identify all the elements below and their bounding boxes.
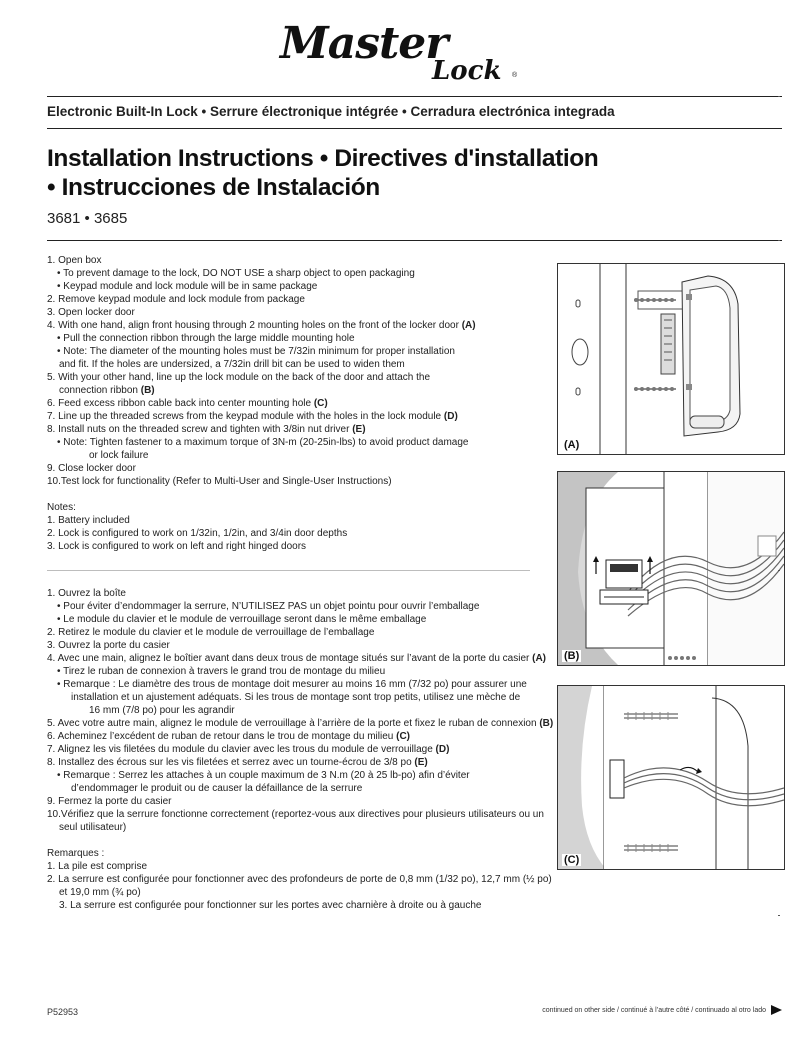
instruction-line xyxy=(47,704,552,717)
instruction-line xyxy=(47,821,552,834)
instruction-line-text: connection ribbon xyxy=(59,385,141,396)
instruction-line-text: 8. Installez des écrous sur les vis filetées et serrez avec un tourne-écrou de 3/8 po xyxy=(47,757,415,768)
instruction-line-text: 10.Test lock for functionality (Refer to Multi-User and Single-User Instructions) xyxy=(47,476,392,487)
figure-b xyxy=(557,471,785,666)
notes-title xyxy=(47,501,552,514)
instruction-line-text: 4. With one hand, align front housing through 2 mounting holes on the front of the locker door xyxy=(47,320,462,331)
next-page-arrow-icon xyxy=(771,1005,782,1015)
instruction-line-text: 4. Avec une main, alignez le boîtier avant dans deux trous de montage situés sur l’avant de la porte du casier xyxy=(47,653,533,664)
instruction-line-text: • Note: Tighten fastener to a maximum torque of 3N-m (20-25in-lbs) to avoid product damage xyxy=(57,437,469,448)
instruction-line xyxy=(47,345,552,358)
instruction-line-text: 7. Line up the threaded screws from the keypad module with the holes in the lock module xyxy=(47,411,444,422)
instruction-line-text: 9. Fermez la porte du casier xyxy=(47,796,172,807)
product-subtitle: Electronic Built-In Lock • Serrure électronique intégrée • Cerradura electrónica integrada xyxy=(47,104,615,119)
instruction-line xyxy=(47,306,552,319)
instruction-line-text: • Remarque : Le diamètre des trous de montage doit mesurer au moins 16 mm (7/32 po) pour assurer une xyxy=(57,679,527,690)
instruction-line-text: 3. Open locker door xyxy=(47,307,135,318)
instruction-line xyxy=(47,782,552,795)
english-instructions xyxy=(47,254,552,553)
instruction-line xyxy=(47,717,552,730)
instruction-line xyxy=(47,371,552,384)
notes-title xyxy=(47,847,552,860)
instruction-line-text: 2. Retirez le module du clavier et le module de verrouillage de l’emballage xyxy=(47,627,375,638)
figure-reference: (E) xyxy=(352,424,366,435)
master-lock-logo xyxy=(280,18,520,86)
instruction-line-text: • Keypad module and lock module will be in same package xyxy=(57,281,318,292)
figure-b-label: (B) xyxy=(564,650,580,662)
instruction-line xyxy=(47,678,552,691)
instruction-line xyxy=(47,600,552,613)
figure-reference: (A) xyxy=(532,653,546,664)
figure-reference: (E) xyxy=(414,757,428,768)
instruction-line-text: 6. Acheminez l’excédent de ruban de retour dans le trou de montage du milieu xyxy=(47,731,397,742)
instruction-line xyxy=(47,332,552,345)
figure-c xyxy=(557,685,785,870)
instruction-line-text: or lock failure xyxy=(89,450,149,461)
instruction-line xyxy=(47,730,552,743)
note-line-text: 2. La serrure est configurée pour fonctionner avec des profondeurs de porte de 0,8 mm (1/32 po), 12,7 mm (½ po) xyxy=(47,874,552,885)
instruction-line-text: • To prevent damage to the lock, DO NOT USE a sharp object to open packaging xyxy=(57,268,415,279)
instruction-line-text: 3. Ouvrez la porte du casier xyxy=(47,640,170,651)
header-rule-subtitle xyxy=(47,128,782,129)
instruction-line xyxy=(47,319,552,332)
note-line xyxy=(47,514,552,527)
spacer xyxy=(47,834,552,847)
instruction-line xyxy=(47,293,552,306)
instruction-line-text: installation et un ajustement adéquats. Si les trous de montage sont trop petits, utilisez une mèche de xyxy=(71,692,521,703)
margin-mark xyxy=(778,96,780,97)
note-line xyxy=(47,540,552,553)
figure-reference: (B) xyxy=(539,718,554,729)
instruction-line xyxy=(47,652,552,665)
section-divider xyxy=(47,570,530,571)
note-line xyxy=(47,873,552,886)
figure-a-label: (A) xyxy=(564,439,580,451)
header-rule-top xyxy=(47,96,782,97)
continued-note: continued on other side / continué à l’autre côté / continuado al otro lado xyxy=(542,1007,766,1014)
note-line-text: 1. La pile est comprise xyxy=(47,861,148,872)
french-instructions xyxy=(47,587,552,912)
figure-reference: (D) xyxy=(443,411,458,422)
instruction-line-text: 1. Open box xyxy=(47,255,102,266)
instruction-line xyxy=(47,691,552,704)
instruction-line xyxy=(47,280,552,293)
figure-reference: (C) xyxy=(396,731,410,742)
instruction-line xyxy=(47,267,552,280)
instruction-line-text: seul utilisateur) xyxy=(59,822,127,833)
note-line-text: et 19,0 mm (¾ po) xyxy=(59,887,141,898)
instruction-line-text: 7. Alignez les vis filetées du module du clavier avec les trous du module de verrouillage xyxy=(47,744,436,755)
margin-mark xyxy=(778,240,780,241)
figure-a-illustration xyxy=(558,264,784,454)
note-line-text: 1. Battery included xyxy=(47,515,130,526)
figure-a xyxy=(557,263,785,455)
instruction-line xyxy=(47,626,552,639)
logo-text-lock: Lock xyxy=(432,56,502,86)
note-line-text: 2. Lock is configured to work on 1/32in, 1/2in, and 3/4in door depths xyxy=(47,528,348,539)
instruction-line xyxy=(47,449,552,462)
instruction-line xyxy=(47,808,552,821)
instruction-line-text: • Remarque : Serrez les attaches à un couple maximum de 3 N.m (20 à 25 lb-po) afin d’éviter xyxy=(57,770,470,781)
instruction-line xyxy=(47,384,552,397)
note-line xyxy=(47,527,552,540)
instruction-line-text: • Pull the connection ribbon through the large middle mounting hole xyxy=(57,333,355,344)
spacer xyxy=(47,488,552,501)
instruction-line xyxy=(47,462,552,475)
instruction-line-text: 8. Install nuts on the threaded screw and tighten with 3/8in nut driver xyxy=(47,424,353,435)
instruction-line-text: 6. Feed excess ribbon cable back into center mounting hole xyxy=(47,398,314,409)
figure-reference: (C) xyxy=(313,398,328,409)
model-numbers: 3681 • 3685 xyxy=(47,210,128,227)
part-code: P52953 xyxy=(47,1007,79,1017)
instruction-line xyxy=(47,254,552,267)
margin-mark xyxy=(778,570,780,571)
header-rule-bottom xyxy=(47,240,782,241)
instruction-line-text: 1. Ouvrez la boîte xyxy=(47,588,126,599)
figure-c-label: (C) xyxy=(564,854,580,866)
note-line-text: 3. Lock is configured to work on left and right hinged doors xyxy=(47,541,307,552)
instruction-line-text: d’endommager le produit ou de causer la défaillance de la serrure xyxy=(71,783,363,794)
figure-reference: (D) xyxy=(435,744,450,755)
instruction-line xyxy=(47,613,552,626)
instruction-line xyxy=(47,743,552,756)
note-line xyxy=(47,899,552,912)
instruction-line xyxy=(47,436,552,449)
instruction-line xyxy=(47,795,552,808)
margin-mark xyxy=(778,915,780,916)
figure-reference: (B) xyxy=(140,385,155,396)
instruction-line xyxy=(47,410,552,423)
figure-c-illustration xyxy=(558,686,784,869)
instruction-line-text: • Le module du clavier et le module de verrouillage seront dans le même emballage xyxy=(57,614,427,625)
instruction-line xyxy=(47,756,552,769)
instruction-line xyxy=(47,475,552,488)
note-line-text: 3. La serrure est configurée pour fonctionner sur les portes avec charnière à droite ou à gauche xyxy=(59,900,482,911)
instruction-line xyxy=(47,423,552,436)
notes-title-text: Notes: xyxy=(47,502,76,513)
instruction-line-text: 5. Avec votre autre main, alignez le module de verrouillage à l’arrière de la porte et fixez le ruban de connexion xyxy=(47,718,540,729)
instruction-line-text: 5. With your other hand, line up the lock module on the back of the door and attach the xyxy=(47,372,431,383)
note-line xyxy=(47,860,552,873)
note-line xyxy=(47,886,552,899)
page-title-line-1: Installation Instructions • Directives d'installation xyxy=(47,145,599,172)
instruction-line-text: 10.Vérifiez que la serrure fonctionne correctement (reportez-vous aux directives pour plusieurs utilisateurs ou un xyxy=(47,809,544,820)
instruction-line-text: 16 mm (7/8 po) pour les agrandir xyxy=(89,705,235,716)
instruction-line xyxy=(47,769,552,782)
instruction-line-text: 2. Remove keypad module and lock module from package xyxy=(47,294,305,305)
instruction-line-text: 9. Close locker door xyxy=(47,463,136,474)
page-title xyxy=(47,144,598,202)
instruction-line-text: • Note: The diameter of the mounting holes must be 7/32in minimum for proper installation xyxy=(57,346,455,357)
logo-text-master: Master xyxy=(280,18,448,69)
figure-reference: (A) xyxy=(461,320,476,331)
instruction-line-text: • Tirez le ruban de connexion à travers le grand trou de montage du milieu xyxy=(57,666,386,677)
instruction-line xyxy=(47,397,552,410)
instruction-line xyxy=(47,587,552,600)
notes-title-text: Remarques : xyxy=(47,848,105,859)
instruction-line xyxy=(47,665,552,678)
instruction-line xyxy=(47,358,552,371)
page-title-line-2: • Instrucciones de Instalación xyxy=(47,174,380,201)
instruction-line-text: • Pour éviter d’endommager la serrure, N’UTILISEZ PAS un objet pointu pour ouvrir l’emballage xyxy=(57,601,480,612)
instruction-line xyxy=(47,639,552,652)
figure-b-illustration xyxy=(558,472,784,665)
logo-registered-mark: ® xyxy=(512,72,518,79)
instruction-line-text: and fit. If the holes are undersized, a 7/32in drill bit can be used to widen them xyxy=(59,359,405,370)
